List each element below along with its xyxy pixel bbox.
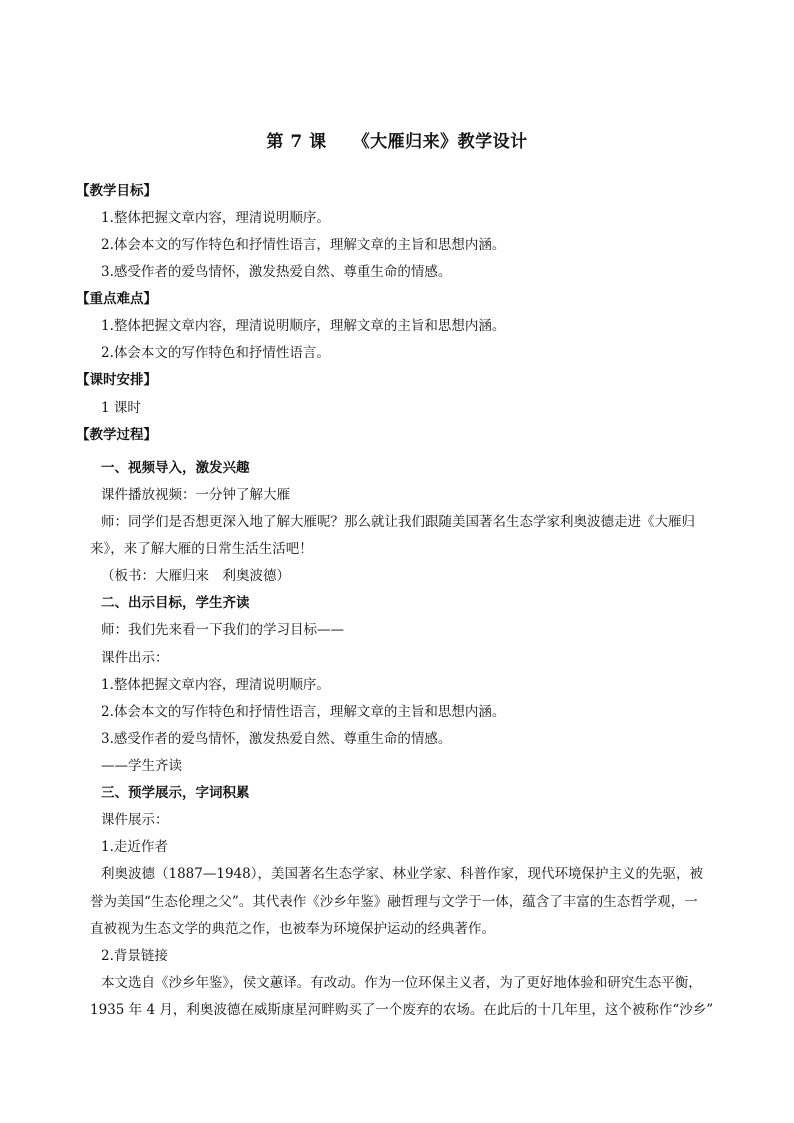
step2-line-1: 师：我们先来看一下我们的学习目标—— xyxy=(101,622,344,638)
step3-sub-background: 2.背景链接 xyxy=(101,948,168,964)
goal-item-2: 2.体会本文的写作特色和抒情性语言，理解文章的主旨和思想内涵。 xyxy=(101,237,506,253)
background-line-1: 本文选自《沙乡年鉴》，侯文蕙译。有改动。作为一位环保主义者，为了更好地体验和研究生态平衡， xyxy=(101,975,702,991)
schedule-value: 1 课时 xyxy=(101,400,141,416)
step2-goal-1: 1.整体把握文章内容，理清说明顺序。 xyxy=(101,677,330,693)
goal-item-1: 1.整体把握文章内容，理清说明顺序。 xyxy=(101,210,330,226)
key-point-1: 1.整体把握文章内容，理清说明顺序，理解文章的主旨和思想内涵。 xyxy=(101,318,506,334)
step2-line-2: 课件出示： xyxy=(101,650,169,666)
background-line-2: 1935 年 4 月，利奥波德在威斯康星河畔购买了一个废弃的农场。在此后的十几年里，这个被称作“沙乡” xyxy=(90,1002,714,1018)
step1-line-2a: 师：同学们是否想更深入地了解大雁呢？那么就让我们跟随美国著名生态学家利奥波德走进《大雁归 xyxy=(101,514,695,530)
step2-goal-2: 2.体会本文的写作特色和抒情性语言，理解文章的主旨和思想内涵。 xyxy=(101,704,506,720)
step1-line-1: 课件播放视频：一分钟了解大雁 xyxy=(101,487,290,503)
goal-item-3: 3.感受作者的爱鸟情怀，激发热爱自然、尊重生命的情感。 xyxy=(101,264,452,280)
step2-goal-3: 3.感受作者的爱鸟情怀，激发热爱自然、尊重生命的情感。 xyxy=(101,731,452,747)
step1-line-3: （板书：大雁归来 利奥波德） xyxy=(101,568,290,584)
title-lesson-name: 《大雁归来》教学设计 xyxy=(352,132,528,152)
document-title xyxy=(0,127,794,152)
step1-heading: 一、视频导入，激发兴趣 xyxy=(101,460,250,476)
author-line-2: 誉为美国“生态伦理之父”。其代表作《沙乡年鉴》融哲理与文学于一体，蕴含了丰富的生态哲学观，一 xyxy=(90,894,698,910)
step3-line-1: 课件展示： xyxy=(101,812,169,828)
step1-line-2b: 来》，来了解大雁的日常生活生活吧！ xyxy=(90,541,313,557)
section-heading-schedule: 【课时安排】 xyxy=(76,372,157,388)
section-heading-key-points: 【重点难点】 xyxy=(76,291,157,307)
section-heading-goals: 【教学目标】 xyxy=(76,183,157,199)
step2-line-3: ——学生齐读 xyxy=(101,758,182,774)
step3-sub-author: 1.走近作者 xyxy=(101,839,168,855)
section-heading-process: 【教学过程】 xyxy=(76,427,157,443)
step3-heading: 三、预学展示，字词积累 xyxy=(101,785,250,801)
author-line-3: 直被视为生态文学的典范之作，也被奉为环境保护运动的经典著作。 xyxy=(90,921,495,937)
title-lesson-number: 第 7 课 xyxy=(266,132,327,152)
key-point-2: 2.体会本文的写作特色和抒情性语言。 xyxy=(101,345,330,361)
step2-heading: 二、出示目标，学生齐读 xyxy=(101,595,250,611)
author-line-1: 利奥波德（1887—1948），美国著名生态学家、林业学家、科普作家，现代环境保护主义的先驱，被 xyxy=(101,866,703,882)
